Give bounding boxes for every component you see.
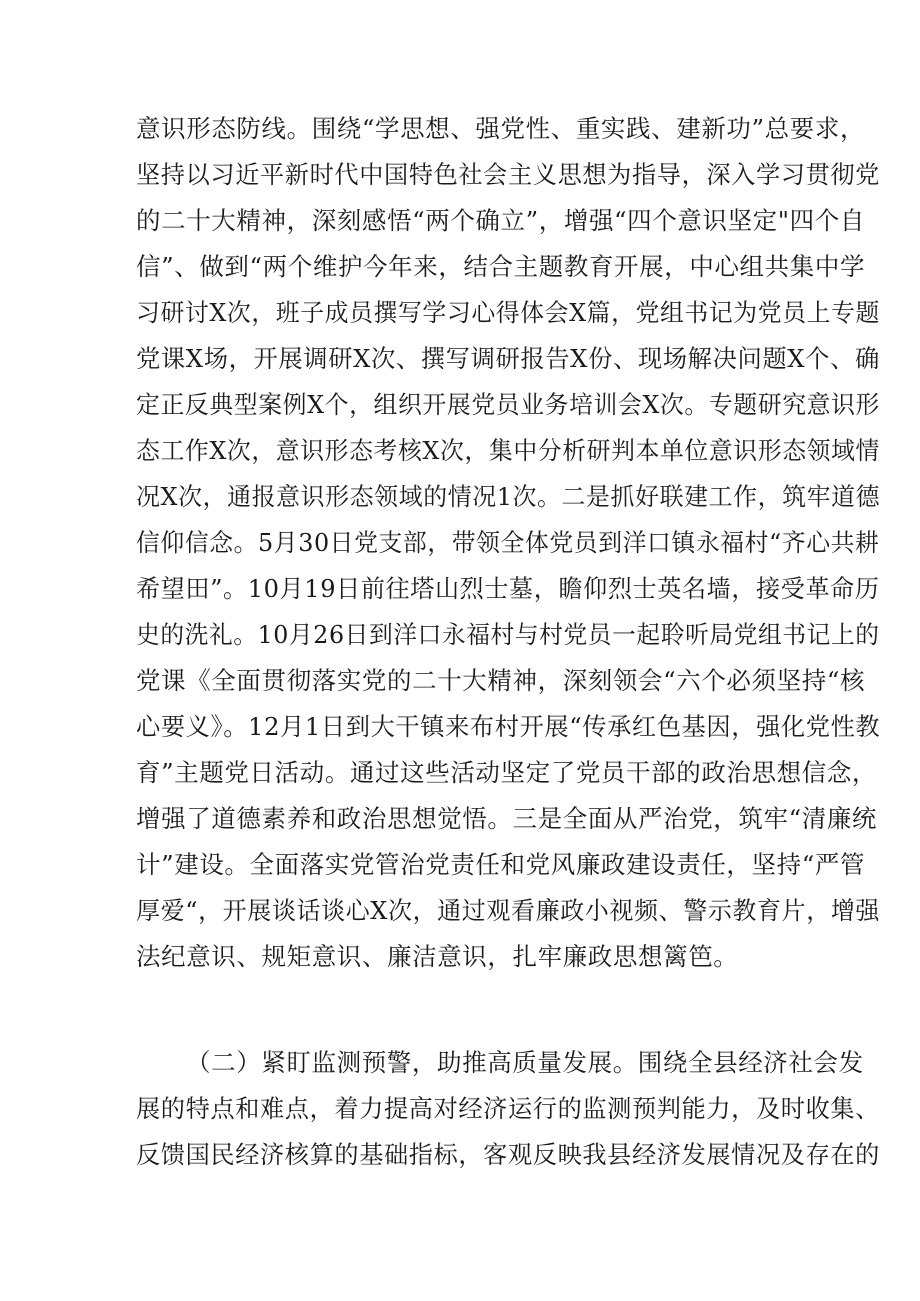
text-line: 希望田”。10月19日前往塔山烈士墓，瞻仰烈士英名墙，接受革命历 [136, 574, 880, 603]
text-line: 习研讨X次，班子成员撰写学习心得体会X篇，党组书记为党员上专题 [136, 298, 880, 327]
text-line: 况X次，通报意识形态领域的情况1次。二是抓好联建工作，筑牢道德 [136, 482, 881, 511]
text-line: 厚爱“，开展谈话谈心X次，通过观看廉政小视频、警示教育片，增强 [136, 896, 881, 925]
text-line: 坚持以习近平新时代中国特色社会主义思想为指导，深入学习贯彻党 [136, 160, 880, 189]
text-line: 党课X场，开展调研X次、撰写调研报告X份、现场解决问题X个、确 [136, 344, 880, 373]
text-line: 定正反典型案例X个，组织开展党员业务培训会X次。专题研究意识形 [136, 390, 880, 419]
text-line: 法纪意识、规矩意识、廉洁意识，扎牢廉政思想篱笆。 [136, 942, 739, 971]
text-line: 育”主题党日活动。通过这些活动坚定了党员干部的政治思想信念， [136, 758, 878, 787]
text-line: 计”建设。全面落实党管治党责任和党风廉政建设责任，坚持“严管 [136, 850, 866, 879]
text-line: 增强了道德素养和政治思想觉悟。三是全面从严治党，筑牢“清廉统 [136, 804, 878, 833]
text-line: 展的特点和难点，着力提高对经济运行的监测预判能力，及时收集、 [136, 1094, 880, 1123]
text-line: 心要义》。12月1日到大干镇来布村开展“传承红色基因，强化党性教 [136, 712, 881, 741]
text-line: 的二十大精神，深刻感悟“两个确立”，增强“四个意识坚定"四个自 [136, 206, 865, 235]
text-line: 党课《全面贯彻落实党的二十大精神，深刻领会“六个必须坚持“核 [136, 666, 866, 695]
text-line: 信”、做到“两个维护今年来，结合主题教育开展，中心组共集中学 [136, 252, 866, 281]
text-line: 态工作X次，意识形态考核X次，集中分析研判本单位意识形态领域情 [136, 436, 880, 465]
section-heading-line: （二）紧盯监测预警，助推高质量发展。围绕全县经济社会发 [186, 1048, 864, 1077]
text-line: 信仰信念。5月30日党支部，带领全体党员到洋口镇永福村“齐心共耕 [136, 528, 880, 557]
text-line: 意识形态防线。围绕“学思想、强党性、重实践、建新功”总要求， [136, 114, 866, 143]
text-line: 史的洗礼。10月26日到洋口永福村与村党员一起聆听局党组书记上的 [136, 620, 880, 649]
text-line: 反馈国民经济核算的基础指标，客观反映我县经济发展情况及存在的 [136, 1140, 880, 1169]
